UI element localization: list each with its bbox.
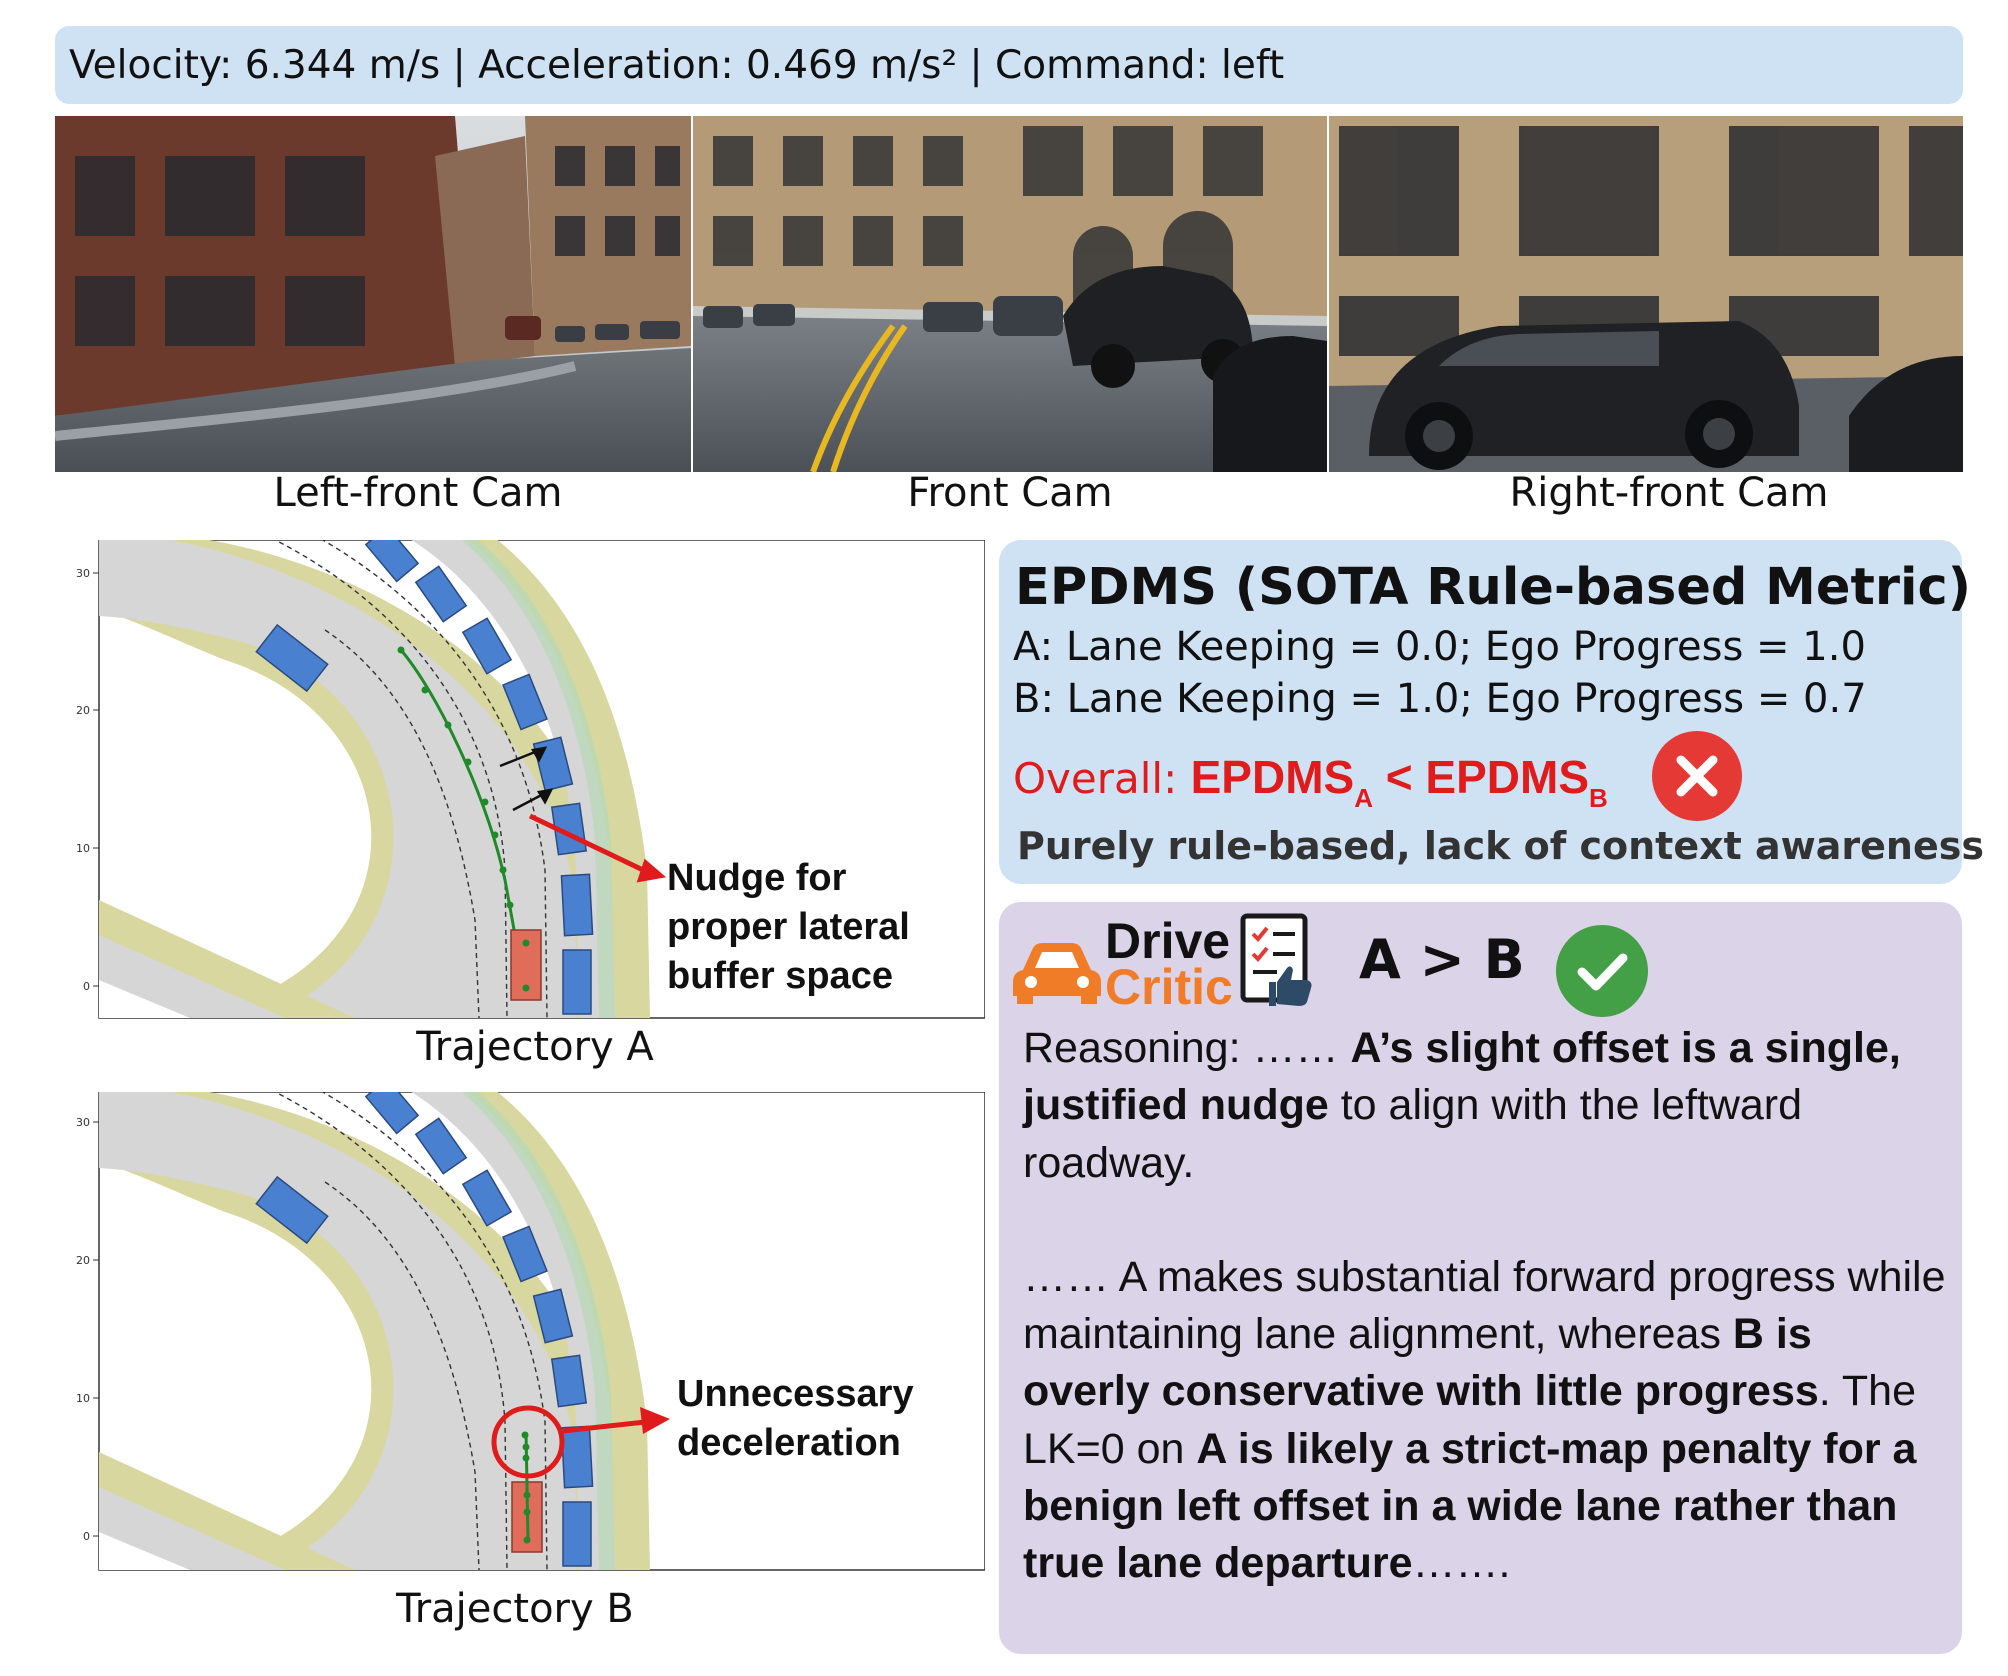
reasoning-text: …… A makes substantial forward progress while maintaining lane alignment, whereas [1023,1252,1946,1359]
overall-prefix: Overall: [1013,754,1191,803]
status-bar [55,26,1963,104]
overall-lhs [1190,751,1608,813]
reasoning-text: . The LK=0 on [1023,1367,1917,1473]
reasoning-paragraph-1 [1023,1020,1948,1192]
car-logo-icon [1009,940,1105,1008]
annotation-line: proper lateral [667,906,910,948]
y-tick-label: 30 [76,567,90,580]
reasoning-emphasis: A’s slight offset is a single, justified nudge [1023,1024,1901,1130]
camera-label-left-front: Left-front Cam [273,470,563,516]
y-tick-label: 20 [76,704,90,717]
reasoning-text: Reasoning: …… [1023,1024,1351,1072]
trajectory-b-plot [55,1092,985,1580]
critic-verdict: A > B [1359,928,1525,991]
y-tick-label: 20 [76,1254,90,1267]
y-tick-label: 10 [76,842,90,855]
cross-icon [1651,730,1743,826]
overall-rhs-sub: B [1589,783,1608,813]
annotation-line: Unnecessary [677,1373,914,1415]
checklist-thumbs-up-icon [1237,912,1317,1012]
annotation-line: buffer space [667,955,893,997]
annotation-deceleration [677,1370,997,1468]
epdms-overall [1013,750,1608,814]
reasoning-text: ……. [1412,1539,1511,1588]
logo-text-critic: Critic [1105,959,1233,1015]
camera-label-front: Front Cam [907,470,1113,516]
reasoning-emphasis: B is overly conservative with little progress [1023,1310,1819,1416]
left-front-camera-image [55,116,691,472]
overall-rhs-text: EPDMS [1425,751,1590,803]
status-text: Velocity: 6.344 m/s | Acceleration: 0.469 m/s² | Command: left [69,42,1285,88]
epdms-line-a: A: Lane Keeping = 0.0; Ego Progress = 1.0 [1013,624,1866,670]
reasoning-text: to align with the leftward roadway. [1023,1081,1803,1187]
check-icon [1555,924,1649,1022]
y-axis-ticks [76,567,99,993]
drivecritic-panel [999,902,1962,1654]
epdms-line-b: B: Lane Keeping = 1.0; Ego Progress = 0.7 [1013,676,1867,722]
epdms-title: EPDMS (SOTA Rule-based Metric) [1015,558,1972,617]
critic-reasoning [1023,1020,1948,1593]
trajectory-a-label: Trajectory A [416,1024,654,1070]
right-front-camera-image [1329,116,1963,472]
y-axis-ticks [76,1116,99,1543]
epdms-panel [999,540,1984,884]
annotation-nudge [667,854,997,1001]
overall-operator: < [1372,751,1426,803]
camera-label-right-front: Right-front Cam [1509,470,1829,516]
overall-lhs-sub: A [1354,783,1373,813]
logo-text-drive: Drive [1105,913,1231,969]
y-tick-label: 0 [83,980,90,993]
trajectory-b-label: Trajectory B [396,1586,634,1632]
reasoning-emphasis: A is likely a strict-map penalty for a benign left offset in a wide lane rather than true lane departure [1023,1424,1917,1588]
annotation-line: deceleration [677,1422,901,1464]
y-tick-label: 10 [76,1392,90,1405]
front-camera-image [693,116,1327,472]
y-tick-label: 30 [76,1116,90,1129]
annotation-line: Nudge for [667,857,847,899]
y-tick-label: 0 [83,1530,90,1543]
overall-lhs-text: EPDMS [1190,751,1355,803]
reasoning-paragraph-2 [1023,1249,1948,1593]
epdms-note: Purely rule-based, lack of context awareness [1017,824,1984,868]
